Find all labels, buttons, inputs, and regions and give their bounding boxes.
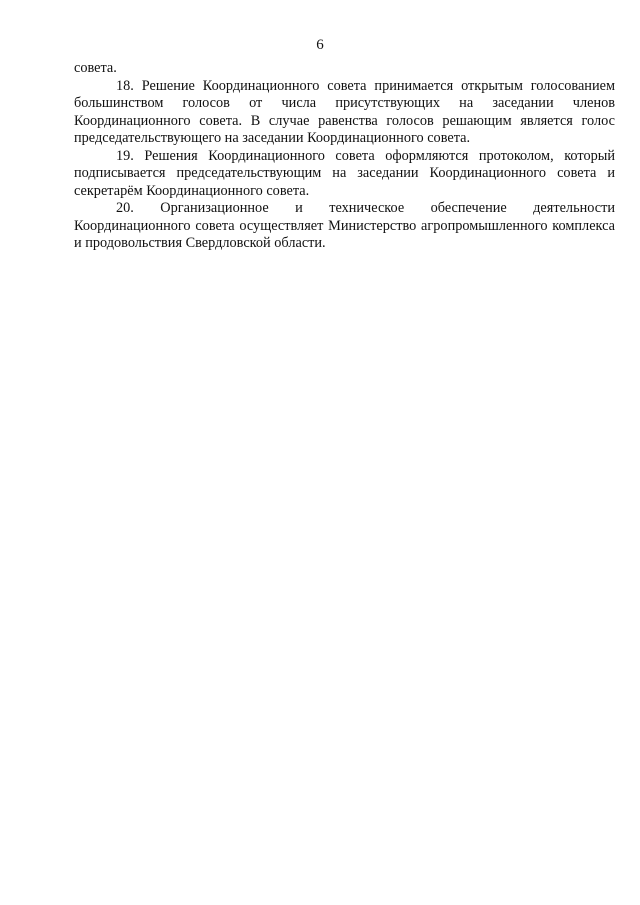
paragraph-20: 20. Организационное и техническое обеспечение деятельности Координационного совета осуществляет Министерство агропромышленного комплекса и продовольствия Свердловской области. (74, 200, 615, 251)
paragraph-continuation: совета. (74, 60, 117, 76)
paragraph-18: 18. Решение Координационного совета принимается открытым голосованием большинством голосов от числа присутствующих на заседании членов Координационного совета. В случае равенства голосов решающим является голос председательствующего на заседании Координационного совета. (74, 77, 615, 146)
page-number: 6 (316, 37, 324, 53)
document-body (74, 60, 615, 253)
paragraph-19: 19. Решения Координационного совета оформляются протоколом, который подписывается председательствующим на заседании Координационного совета и секретарём Координационного совета. (74, 147, 615, 199)
